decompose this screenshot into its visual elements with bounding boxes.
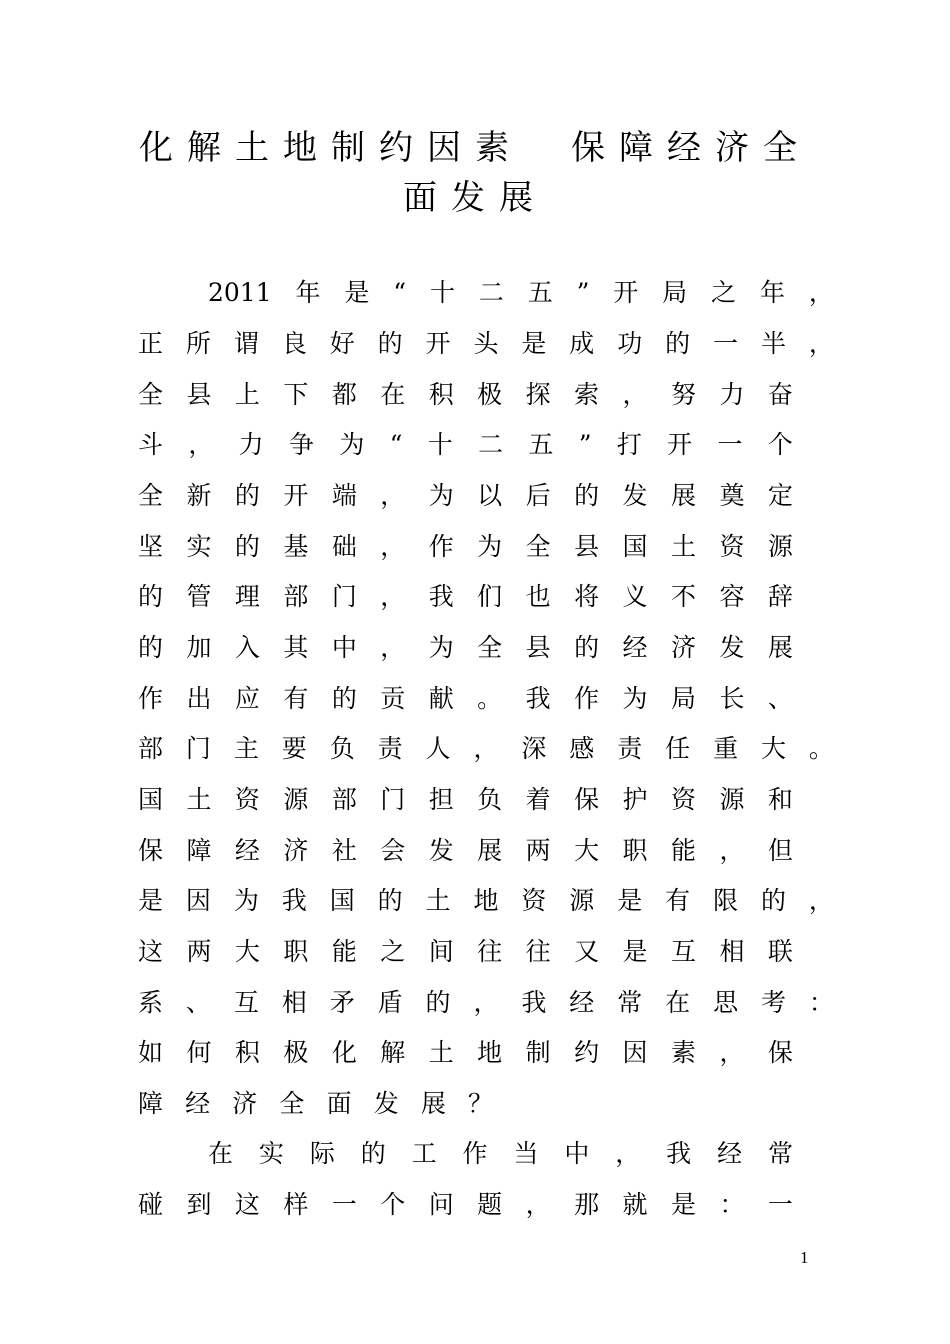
paragraph-line: 是 因 为 我 国 的 土 地 资 源 是 有 限 的 ， bbox=[138, 886, 834, 915]
paragraph-line: 系 、 互 相 矛 盾 的 ， 我 经 常 在 思 考 ： bbox=[138, 988, 834, 1017]
paragraph-line: 的 管 理 部 门 ， 我 们 也 将 义 不 容 辞 bbox=[138, 582, 793, 611]
paragraph-line: 部 门 主 要 负 责 人 ， 深 感 责 任 重 大 。 bbox=[138, 734, 834, 763]
paragraph-line-last: 障 经 济 全 面 发 展 ？ bbox=[138, 1089, 493, 1118]
document-title-line-2: 面发展 bbox=[403, 178, 547, 218]
paragraph-line: 作 出 应 有 的 贡 献 。 我 作 为 局 长 、 bbox=[138, 684, 793, 713]
paragraph-line: 2011 年 是 “ 十 二 五 ” 开 局 之 年 ， bbox=[208, 278, 834, 307]
paragraph-line: 的 加 入 其 中 ， 为 全 县 的 经 济 发 展 bbox=[138, 633, 793, 662]
document-title-line-1: 化解土地制约因素 保障经济全 bbox=[139, 128, 811, 168]
page-number: 1 bbox=[800, 1248, 809, 1267]
paragraph-line: 这 两 大 职 能 之 间 往 往 又 是 互 相 联 bbox=[138, 937, 793, 966]
paragraph-line: 保 障 经 济 社 会 发 展 两 大 职 能 ， 但 bbox=[138, 836, 793, 865]
paragraph-line: 国 土 资 源 部 门 担 负 着 保 护 资 源 和 bbox=[138, 785, 793, 814]
paragraph-line: 全 县 上 下 都 在 积 极 探 索 ， 努 力 奋 bbox=[138, 380, 793, 409]
paragraph-line: 全 新 的 开 端 ， 为 以 后 的 发 展 奠 定 bbox=[138, 481, 793, 510]
paragraph-line: 如 何 积 极 化 解 土 地 制 约 因 素 ， 保 bbox=[138, 1038, 793, 1067]
paragraph-line: 在 实 际 的 工 作 当 中 ， 我 经 常 bbox=[208, 1139, 793, 1168]
paragraph-line: 正 所 谓 良 好 的 开 头 是 成 功 的 一 半 ， bbox=[138, 329, 834, 358]
paragraph-line: 斗 ， 力 争 为 “ 十 二 五 ” 打 开 一 个 bbox=[138, 430, 793, 459]
paragraph-line: 坚 实 的 基 础 ， 作 为 全 县 国 土 资 源 bbox=[138, 532, 793, 561]
paragraph-line: 碰 到 这 样 一 个 问 题 ， 那 就 是 ： 一 bbox=[138, 1190, 793, 1219]
